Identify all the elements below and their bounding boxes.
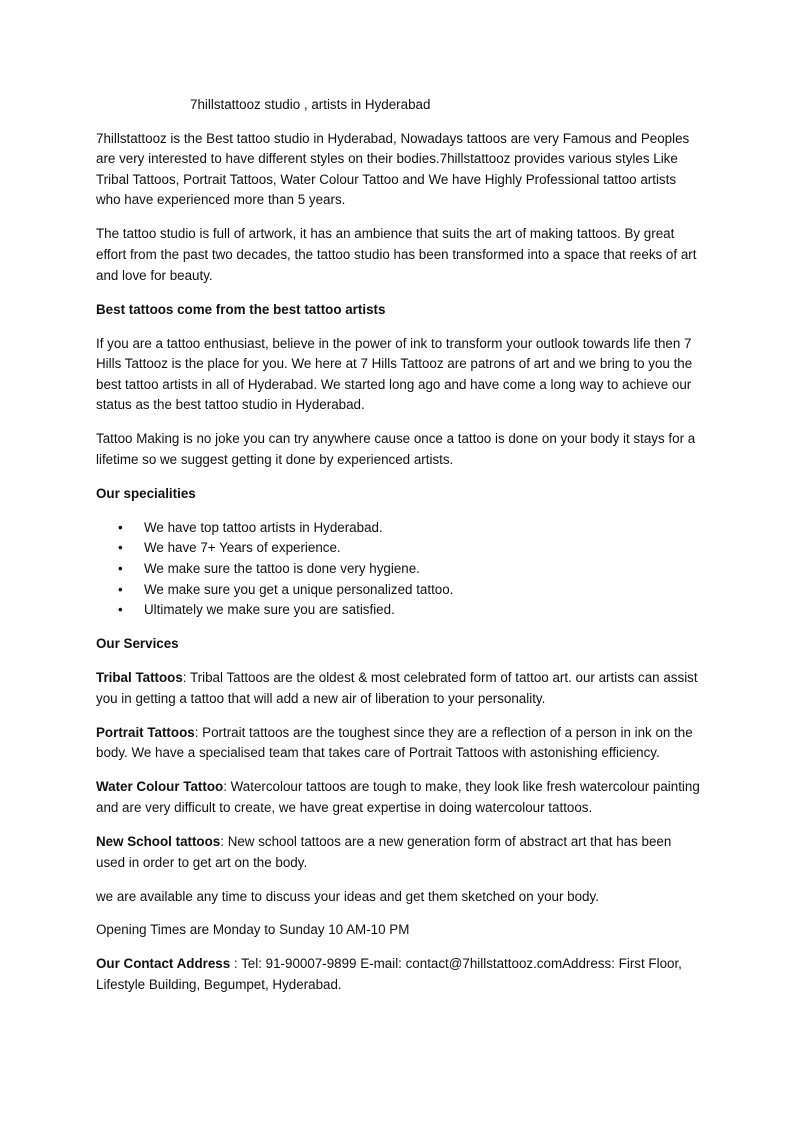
list-item	[96, 580, 702, 601]
service-label: Tribal Tattoos	[96, 670, 183, 686]
specialities-list	[96, 518, 702, 621]
contact-label: Our Contact Address	[96, 956, 234, 972]
document-title: 7hillstattooz studio , artists in Hyderabad	[190, 97, 431, 112]
service-label: New School tattoos	[96, 833, 221, 849]
list-item-text: We have 7+ Years of experience.	[144, 540, 341, 556]
list-item-text: Ultimately we make sure you are satisfied.	[144, 602, 395, 618]
service-label: Portrait Tattoos	[96, 724, 195, 740]
availability-text: we are available any time to discuss your ideas and get them sketched on your body.	[96, 888, 599, 904]
best-artists-paragraph-2: Tattoo Making is no joke you can try anywhere cause once a tattoo is done on your body it stays for a lifetime so we suggest getting it done by experienced artists.	[96, 431, 696, 467]
service-label: Water Colour Tattoo	[96, 779, 224, 795]
services-heading: Our Services	[96, 636, 179, 652]
list-item	[96, 538, 702, 559]
intro-paragraph-1: 7hillstattooz is the Best tattoo studio in Hyderabad, Nowadays tattoos are very Famous and Peoples are very interested to have different styles on their bodies.7hillstattooz provides various styles Like Tribal Tattoos, Portrait Tattoos, Water Colour Tattoo and We have Highly Professional tattoo artists who have experienced more than 5 years.	[96, 130, 690, 208]
list-item-text: We make sure you get a unique personalized tattoo.	[144, 581, 454, 597]
list-item-text: We make sure the tattoo is done very hygiene.	[144, 561, 420, 577]
specialities-heading: Our specialities	[96, 485, 196, 501]
document-page	[96, 95, 702, 1009]
list-item	[96, 518, 702, 539]
best-artists-paragraph-1: If you are a tattoo enthusiast, believe in the power of ink to transform your outlook towards life then 7 Hills Tattooz is the place for you. We here at 7 Hills Tattooz are patrons of art and we bring to you the best tattoo artists in all of Hyderabad. We started long ago and have come a long way to achieve our status as the best tattoo studio in Hyderabad.	[96, 335, 693, 413]
contact-text: : Tel: 91-90007-9899 E-mail: contact@7hillstattooz.comAddress: First Floor, Lifestyle Building, Begumpet, Hyderabad.	[96, 956, 682, 993]
service-new-school-tattoos	[96, 832, 702, 873]
service-tribal-tattoos	[96, 668, 702, 709]
best-artists-heading: Best tattoos come from the best tattoo artists	[96, 301, 386, 317]
bullet-icon: •	[118, 561, 123, 577]
intro-paragraph-2: The tattoo studio is full of artwork, it has an ambience that suits the art of making tattoos. By great effort from the past two decades, the tattoo studio has been transformed into a space that reeks of art and love for beauty.	[96, 226, 697, 283]
service-water-colour-tattoo	[96, 777, 702, 818]
contact-address	[96, 954, 702, 995]
service-text: : Tribal Tattoos are the oldest & most celebrated form of tattoo art. our artists can assist you in getting a tattoo that will add a new air of liberation to your personality.	[96, 670, 698, 706]
bullet-icon: •	[118, 519, 123, 535]
list-item-text: We have top tattoo artists in Hyderabad.	[144, 519, 383, 535]
bullet-icon: •	[118, 581, 123, 597]
service-text: : Watercolour tattoos are tough to make, they look like fresh watercolour painting and are very difficult to create, we have great expertise in doing watercolour tattoos.	[96, 779, 700, 815]
service-text: : New school tattoos are a new generation form of abstract art that has been used in order to get art on the body.	[96, 833, 672, 870]
list-item	[96, 559, 702, 580]
bullet-icon: •	[118, 602, 123, 618]
opening-times-text: Opening Times are Monday to Sunday 10 AM-10 PM	[96, 922, 410, 938]
bullet-icon: •	[118, 540, 123, 556]
service-text: : Portrait tattoos are the toughest since they are a reflection of a person in ink on the body. We have a specialised team that takes care of Portrait Tattoos with astonishing efficiency.	[96, 724, 693, 761]
list-item	[96, 600, 702, 621]
service-portrait-tattoos	[96, 723, 702, 764]
